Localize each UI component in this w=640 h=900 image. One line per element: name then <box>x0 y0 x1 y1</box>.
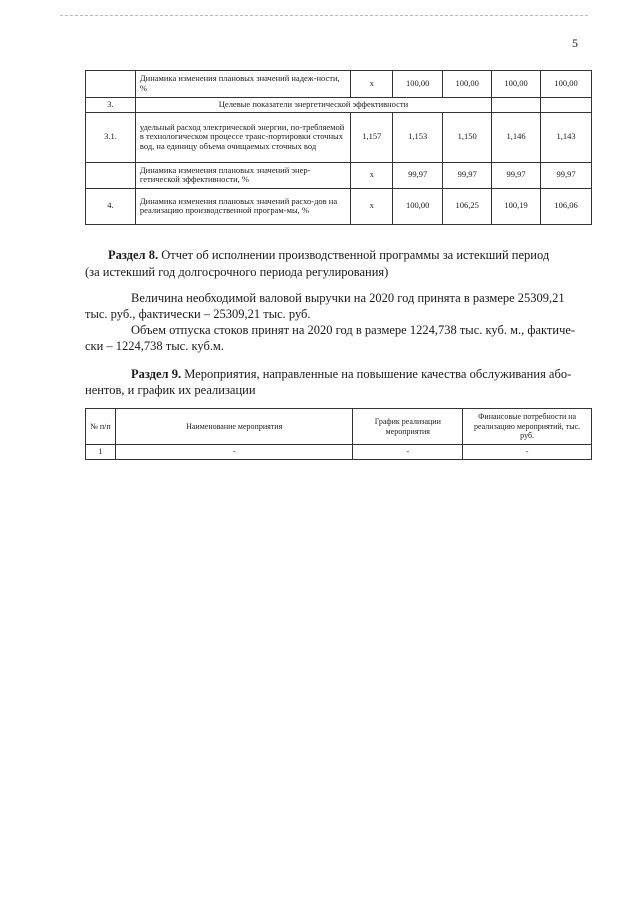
section8-label: Раздел 8. <box>108 248 159 262</box>
cell-value: 1,150 <box>443 112 492 162</box>
revenue-line-1: Величина необходимой валовой выручки на 2020 год принята в размере 25309,21 <box>131 291 565 305</box>
cell-value: х <box>351 162 393 188</box>
measure-name: - <box>115 445 352 460</box>
revenue-line-2: тыс. руб., фактически – 25309,21 тыс. руб. <box>85 307 311 321</box>
volume-line-2: ски – 1224,738 тыс. куб.м. <box>85 339 224 353</box>
table-row <box>86 98 592 113</box>
cell-value: 99,97 <box>393 162 443 188</box>
measures-table <box>85 408 592 460</box>
section8-subtitle: (за истекший год долгосрочного периода регулирования) <box>85 265 389 279</box>
table-row <box>86 162 592 188</box>
cell-value: 100,19 <box>492 188 541 224</box>
section9-title-line1: Мероприятия, направленные на повышение качества обслуживания або- <box>181 367 572 381</box>
header-number: № п/п <box>86 409 116 445</box>
cell-empty <box>541 98 592 113</box>
cell-value: 1,157 <box>351 112 393 162</box>
row-number: 1 <box>86 445 116 460</box>
measure-schedule: - <box>353 445 463 460</box>
section9-title-line2: нентов, и график их реализации <box>85 383 256 397</box>
cell-empty <box>492 98 541 113</box>
cell-value: 106,25 <box>443 188 492 224</box>
cell-value: х <box>351 188 393 224</box>
indicators-table <box>85 70 592 225</box>
header-schedule: График реализации мероприятия <box>353 409 463 445</box>
table-row <box>86 445 592 460</box>
row-number: 3.1. <box>86 112 136 162</box>
cell-value: 100,00 <box>492 71 541 98</box>
table-row <box>86 112 592 162</box>
cell-value: 99,97 <box>541 162 592 188</box>
cell-value: х <box>351 71 393 98</box>
header-measure-name: Наименование мероприятия <box>115 409 352 445</box>
cell-value: 100,00 <box>393 71 443 98</box>
indicator-name: Динамика изменения плановых значений энер-гетической эффективности, % <box>135 162 350 188</box>
section8-title: Отчет об исполнении производственной программы за истекший период <box>158 248 550 262</box>
indicator-name: удельный расход электрической энергии, по-требляемой в технологическом процессе транс-портировки сточных вод, на единицу объема очищаемых сточных вод <box>135 112 350 162</box>
section8-heading <box>108 247 588 264</box>
row-number <box>86 162 136 188</box>
section-heading: Целевые показатели энергетической эффективности <box>135 98 491 113</box>
header-finance: Финансовые потребности на реализацию мероприятий, тыс. руб. <box>463 409 592 445</box>
cell-value: 1,146 <box>492 112 541 162</box>
cell-value: 100,00 <box>443 71 492 98</box>
table-row <box>86 188 592 224</box>
row-number: 4. <box>86 188 136 224</box>
table-row <box>86 71 592 98</box>
indicator-name: Динамика изменения плановых значений надеж-ности, % <box>135 71 350 98</box>
section9-heading <box>131 366 592 383</box>
cell-value: 1,153 <box>393 112 443 162</box>
measure-finance: - <box>463 445 592 460</box>
row-number <box>86 71 136 98</box>
page-number: 5 <box>572 36 578 50</box>
cell-value: 99,97 <box>492 162 541 188</box>
top-scan-edge <box>60 15 588 16</box>
cell-value: 106,06 <box>541 188 592 224</box>
row-number: 3. <box>86 98 136 113</box>
table-header-row <box>86 409 592 445</box>
cell-value: 1,143 <box>541 112 592 162</box>
cell-value: 100,00 <box>393 188 443 224</box>
volume-line-1: Объем отпуска стоков принят на 2020 год в размере 1224,738 тыс. куб. м., фактиче- <box>131 323 576 337</box>
cell-value: 100,00 <box>541 71 592 98</box>
section9-label: Раздел 9. <box>131 367 182 381</box>
cell-value: 99,97 <box>443 162 492 188</box>
indicator-name: Динамика изменения плановых значений расхо-дов на реализацию производственной програм-мы, % <box>135 188 350 224</box>
